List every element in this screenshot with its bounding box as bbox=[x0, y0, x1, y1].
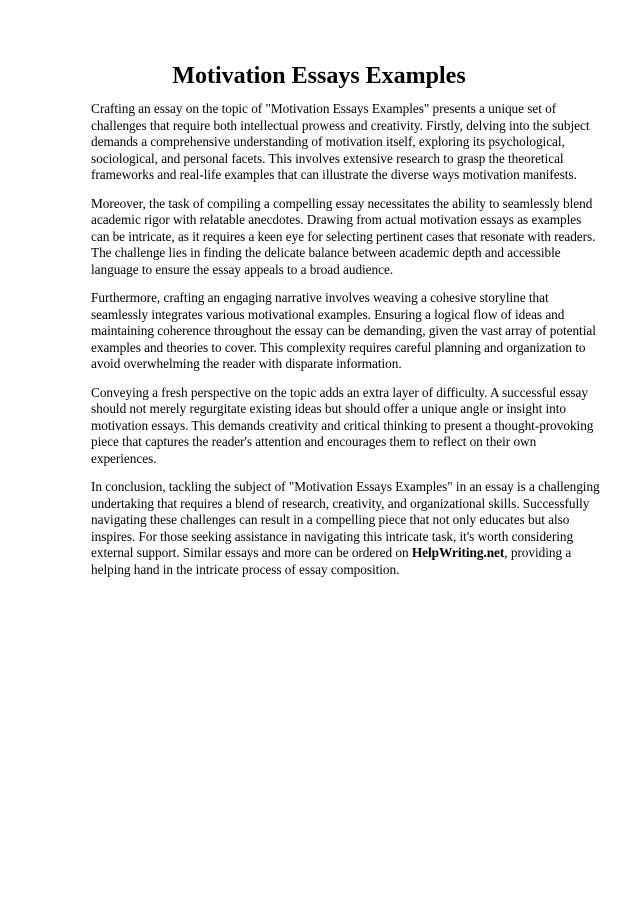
helpwriting-link[interactable]: HelpWriting.net bbox=[411, 545, 505, 560]
conclusion-paragraph bbox=[91, 479, 601, 578]
conclusion-text-after-link: , providing a helping hand in the intricate process of essay composition. bbox=[91, 545, 572, 577]
paragraph-4: Conveying a fresh perspective on the topic adds an extra layer of difficulty. A successful essay should not merely regurgitate existing ideas but should offer a unique angle or insight into motivation essays. This demands creativity and critical thinking to present a thought-provoking piece that captures the reader's attention and encourages them to reflect on their own experiences. bbox=[91, 384, 594, 466]
document-title: Motivation Essays Examples bbox=[172, 63, 466, 89]
paragraph-3: Furthermore, crafting an engaging narrative involves weaving a cohesive storyline that seamlessly integrates various motivational examples. Ensuring a logical flow of ideas and maintaining coherence throughout the essay can be demanding, given the vast array of potential examples and theories to cover. This complexity requires careful planning and organization to avoid overwhelming the reader with disparate information. bbox=[91, 290, 596, 371]
paragraph-1: Crafting an essay on the topic of "Motivation Essays Examples" presents a unique set of challenges that require both intellectual prowess and creativity. Firstly, delving into the subject demands a comprehensive understanding of motivation itself, exploring its psychological, sociological, and personal facets. This involves extensive research to grasp the theoretical frameworks and real-life examples that can illustrate the diverse ways motivation manifests. bbox=[91, 101, 590, 182]
paragraph-2: Moreover, the task of compiling a compelling essay necessitates the ability to seamlessly blend academic rigor with relatable anecdotes. Drawing from actual motivation essays as examples can be intricate, as it requires a keen eye for selecting pertinent cases that resonate with readers. The challenge lies in finding the delicate balance between academic depth and accessible language to ensure the essay appeals to a broad audience. bbox=[91, 195, 596, 277]
document-body bbox=[91, 101, 601, 590]
conclusion-text-before-link: In conclusion, tackling the subject of "Motivation Essays Examples" in an essay is a challenging undertaking that requires a blend of research, creativity, and organizational skills. Successfully navigating these challenges can result in a compelling piece that not only educates but also inspires. For those seeking assistance in navigating this intricate task, it's worth considering external support. Similar essays and more can be ordered on bbox=[91, 479, 600, 560]
